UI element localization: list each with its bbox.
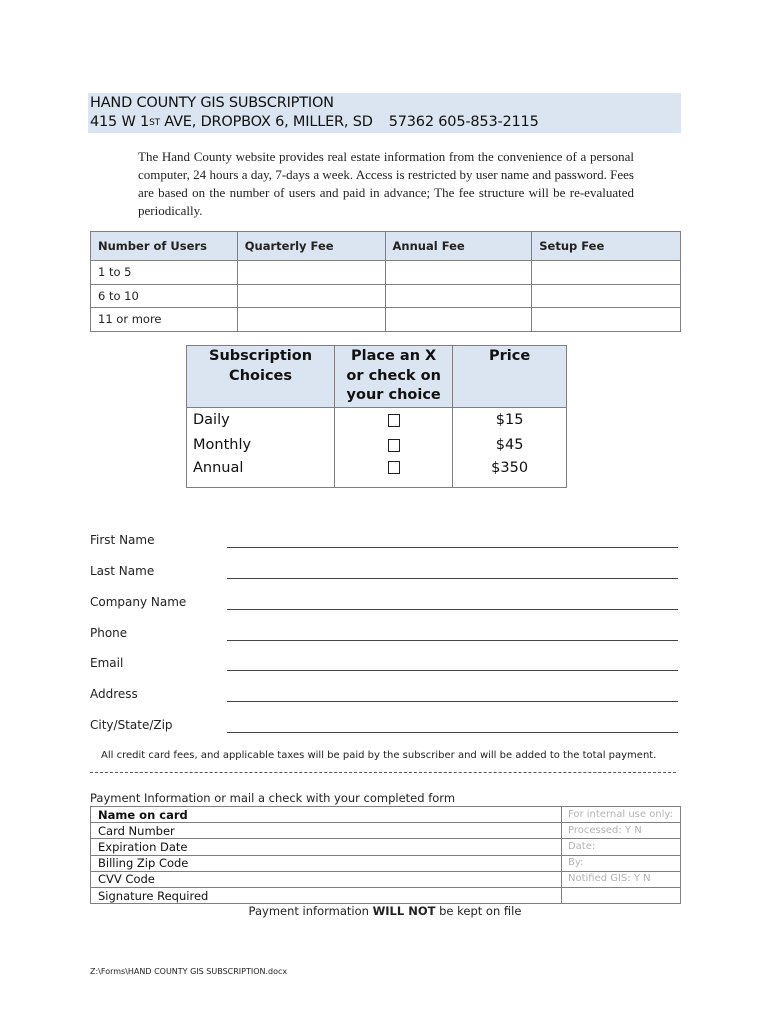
- address-field[interactable]: [227, 701, 678, 702]
- fee-cell-quarterly[interactable]: [237, 261, 385, 285]
- address-phone: 605-853-2115: [438, 114, 539, 130]
- company-name-label: Company Name: [90, 595, 187, 609]
- last-name-field[interactable]: [227, 578, 678, 579]
- table-row: [91, 284, 681, 308]
- address-label: Address: [90, 687, 138, 701]
- cvv-code-field[interactable]: CVV Code: [91, 871, 562, 887]
- company-name-field[interactable]: [227, 609, 678, 610]
- notified-gis-label: Notified GIS: Y N: [561, 871, 680, 887]
- name-on-card-field[interactable]: Name on card: [91, 807, 562, 823]
- fee-table-header-row: [91, 232, 681, 261]
- fee-row-users: 11 or more: [91, 308, 238, 332]
- table-row: [91, 839, 681, 855]
- date-label: Date:: [561, 839, 680, 855]
- fee-row-users: 6 to 10: [91, 284, 238, 308]
- city-state-zip-label: City/State/Zip: [90, 718, 173, 732]
- email-field[interactable]: [227, 670, 678, 671]
- subscription-header-check: Place an X or check on your choice: [335, 346, 453, 408]
- subscription-header-price: Price: [453, 346, 567, 408]
- fee-header-users: Number of Users: [91, 232, 238, 261]
- table-row: [187, 408, 567, 433]
- table-row: [187, 458, 567, 488]
- address-row: [90, 687, 680, 707]
- price-daily: $15: [453, 408, 567, 433]
- monthly-checkbox[interactable]: [388, 439, 400, 452]
- subscription-choice-daily: Daily: [187, 408, 335, 433]
- subscription-header-row: [187, 346, 567, 408]
- dashed-separator: [90, 772, 676, 773]
- fee-cell-setup[interactable]: [532, 308, 681, 332]
- company-name-row: [90, 595, 680, 615]
- price-monthly: $45: [453, 433, 567, 458]
- signature-field[interactable]: Signature Required: [91, 887, 562, 903]
- fee-header-annual: Annual Fee: [385, 232, 532, 261]
- city-state-zip-row: [90, 718, 680, 738]
- price-annual: $350: [453, 458, 567, 488]
- first-name-row: [90, 533, 680, 553]
- internal-blank-cell: [561, 887, 680, 903]
- address-street: 415 W 1: [90, 114, 150, 130]
- fee-header-setup: Setup Fee: [532, 232, 681, 261]
- by-label: By:: [561, 855, 680, 871]
- table-row: [187, 433, 567, 458]
- table-row: [91, 823, 681, 839]
- fee-table: [90, 231, 681, 332]
- subscription-choice-monthly: Monthly: [187, 433, 335, 458]
- fee-cell-quarterly[interactable]: [237, 284, 385, 308]
- table-row: [91, 887, 681, 903]
- file-path-footer: Z:\Forms\HAND COUNTY GIS SUBSCRIPTION.docx: [90, 967, 288, 976]
- fee-header-quarterly: Quarterly Fee: [237, 232, 385, 261]
- address-superscript: ST: [149, 118, 160, 128]
- last-name-label: Last Name: [90, 564, 155, 578]
- subscription-header-choices: Subscription Choices: [187, 346, 335, 408]
- email-row: [90, 656, 680, 676]
- address-city: AVE, DROPBOX 6, MILLER, SD: [159, 114, 373, 130]
- table-row: [91, 855, 681, 871]
- first-name-label: First Name: [90, 533, 155, 547]
- fee-cell-annual[interactable]: [385, 284, 532, 308]
- retention-note-start: Payment information: [248, 904, 373, 918]
- billing-zip-field[interactable]: Billing Zip Code: [91, 855, 562, 871]
- table-row: [91, 807, 681, 823]
- subscription-table: [186, 345, 567, 488]
- annual-checkbox[interactable]: [388, 461, 400, 474]
- form-title: HAND COUNTY GIS SUBSCRIPTION: [90, 95, 334, 111]
- city-state-zip-field[interactable]: [227, 732, 678, 733]
- fee-cell-annual[interactable]: [385, 308, 532, 332]
- card-number-field[interactable]: Card Number: [91, 823, 562, 839]
- address-zip: 57362: [388, 114, 434, 130]
- payment-heading: Payment Information or mail a check with your completed form: [90, 791, 456, 805]
- fee-cell-quarterly[interactable]: [237, 308, 385, 332]
- payment-table: [90, 806, 681, 904]
- fee-cell-setup[interactable]: [532, 261, 681, 285]
- intro-paragraph: The Hand County website provides real estate information from the convenience of a personal computer, 24 hours a day, 7-days a week. Access is restricted by user name and password. Fees are based on the number of users and paid in advance; The fee structure will be re-evaluated periodically.: [138, 149, 634, 218]
- first-name-field[interactable]: [227, 547, 678, 548]
- phone-label: Phone: [90, 626, 128, 640]
- table-row: [91, 261, 681, 285]
- credit-card-note: All credit card fees, and applicable taxes will be paid by the subscriber and will be added to the total payment.: [101, 750, 657, 761]
- retention-note-emphasis: WILL NOT: [372, 904, 436, 918]
- table-row: [91, 308, 681, 332]
- fee-cell-annual[interactable]: [385, 261, 532, 285]
- payment-retention-note: [0, 904, 770, 918]
- header-band: [88, 93, 681, 133]
- internal-use-label: For internal use only:: [561, 807, 680, 823]
- processed-label: Processed: Y N: [561, 823, 680, 839]
- phone-field[interactable]: [227, 640, 678, 641]
- phone-row: [90, 626, 680, 646]
- retention-note-end: be kept on file: [435, 904, 522, 918]
- fee-row-users: 1 to 5: [91, 261, 238, 285]
- fee-cell-setup[interactable]: [532, 284, 681, 308]
- expiration-date-field[interactable]: Expiration Date: [91, 839, 562, 855]
- table-row: [91, 871, 681, 887]
- last-name-row: [90, 564, 680, 584]
- daily-checkbox[interactable]: [388, 414, 400, 427]
- address-line: [90, 113, 681, 132]
- email-label: Email: [90, 656, 124, 670]
- subscription-choice-annual: Annual: [187, 458, 335, 488]
